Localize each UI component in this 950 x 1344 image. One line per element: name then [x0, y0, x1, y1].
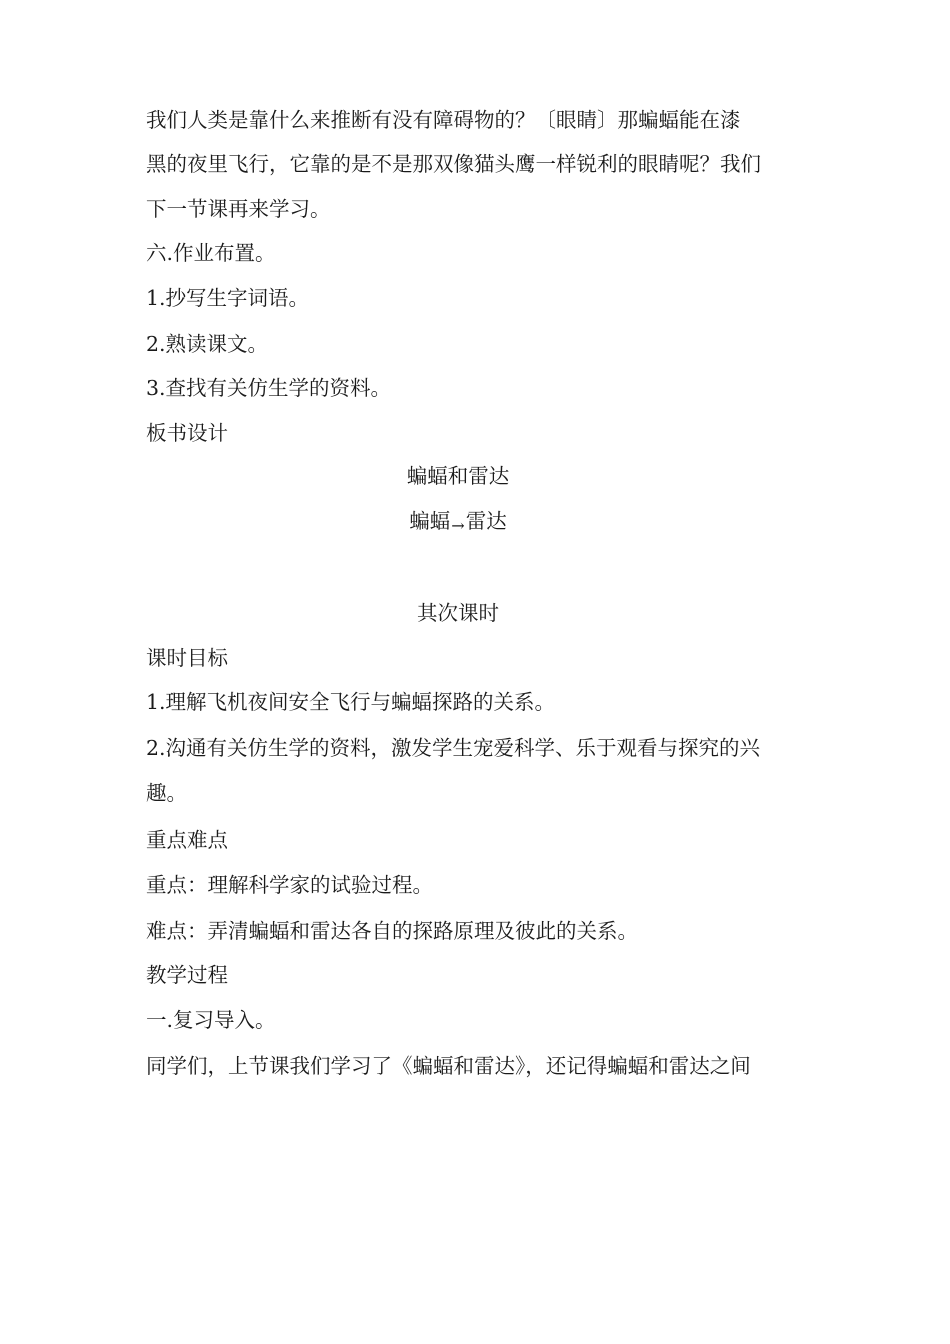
board-diagram: [0, 507, 916, 537]
step-heading: 一.复习导入。: [146, 1008, 276, 1032]
paragraph-line: 黑的夜里飞行，它靠的是不是那双像猫头鹰一样锐利的眼睛呢？我们: [146, 152, 761, 176]
board-design-heading: 板书设计: [146, 421, 228, 445]
goal-item-continued: 趣。: [146, 781, 187, 805]
key-points-heading: 重点难点: [146, 828, 228, 852]
board-left-label: 蝙蝠: [409, 509, 451, 533]
goal-item: 1.理解飞机夜间安全飞行与蝙蝠探路的关系。: [146, 690, 556, 714]
homework-item: 3.查找有关仿生学的资料。: [146, 376, 392, 400]
goal-item: 2.沟通有关仿生学的资料，激发学生宠爱科学、乐于观看与探究的兴: [146, 736, 761, 760]
paragraph-line: 同学们，上节课我们学习了《蝙蝠和雷达》，还记得蝙蝠和雷达之间: [146, 1054, 751, 1078]
board-title: 蝙蝠和雷达: [406, 464, 510, 488]
homework-heading: 六.作业布置。: [146, 241, 276, 265]
homework-item: 1.抄写生字词语。: [146, 286, 310, 310]
homework-item: 2.熟读课文。: [146, 332, 269, 356]
paragraph-line: 下一节课再来学习。: [146, 197, 331, 221]
board-right-label: 雷达: [465, 509, 507, 533]
key-point: 重点：理解科学家的试验过程。: [146, 873, 433, 897]
lesson-title: 其次课时: [417, 601, 499, 625]
process-heading: 教学过程: [146, 963, 228, 987]
goals-heading: 课时目标: [146, 646, 228, 670]
difficult-point: 难点：弄清蝙蝠和雷达各自的探路原理及彼此的关系。: [146, 919, 638, 943]
paragraph-line: 我们人类是靠什么来推断有没有障碍物的？〔眼睛〕那蝙蝠能在漆: [146, 108, 741, 132]
arrow-icon: →: [451, 516, 465, 535]
